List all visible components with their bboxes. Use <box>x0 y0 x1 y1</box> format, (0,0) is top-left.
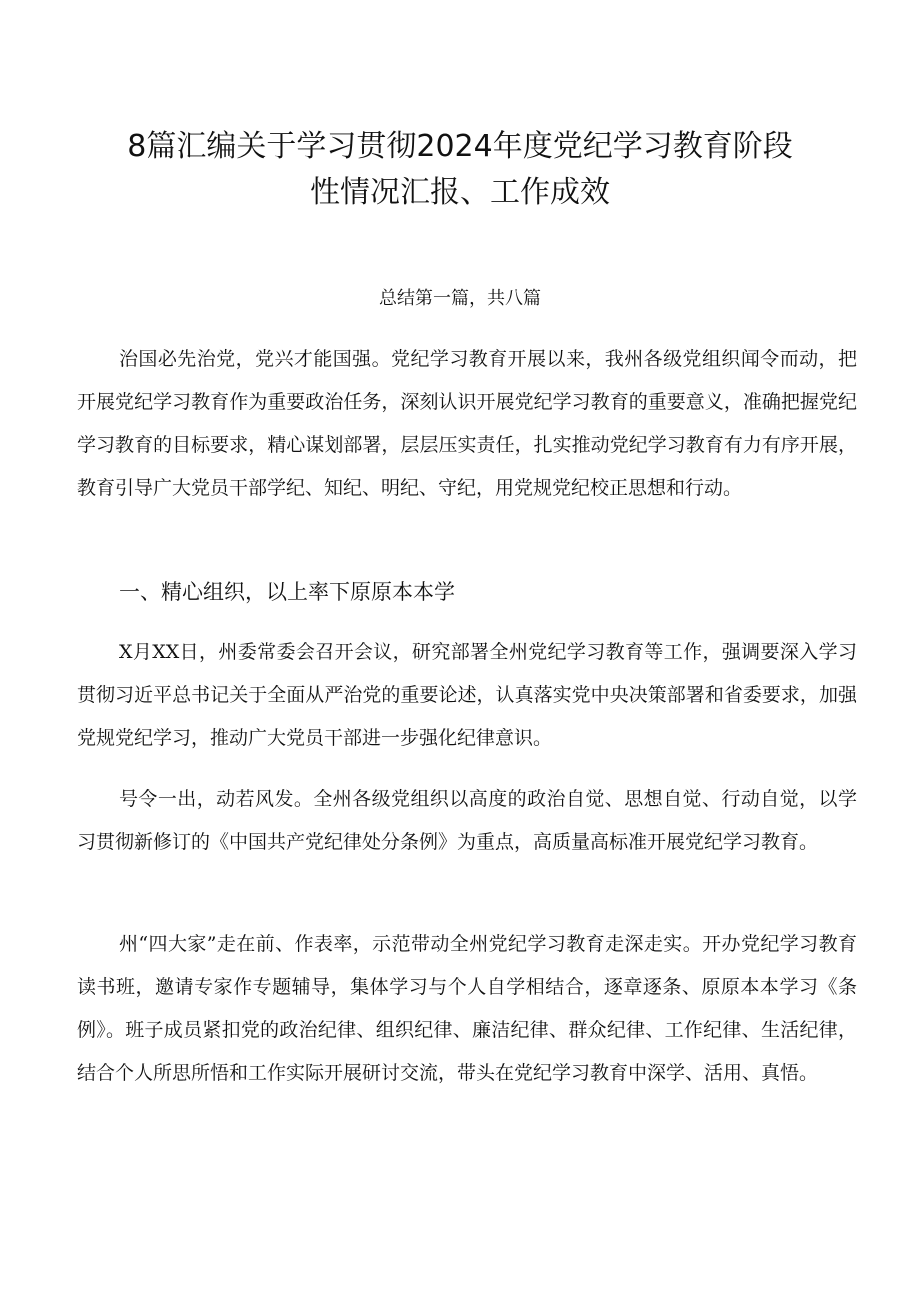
paragraph-response: 号令一出，动若风发。全州各级党组织以高度的政治自觉、思想自觉、行动自觉，以学习贯彻新修订的《中国共产党纪律处分条例》为重点，高质量高标准开展党纪学习教育。 <box>77 788 857 853</box>
document-subtitle: 总结第一篇，共八篇 <box>379 288 541 309</box>
document-title-line1: 8篇汇编关于学习贯彻2024年度党纪学习教育阶段 <box>127 129 793 164</box>
paragraph-meeting: X月XX日，州委常委会召开会议，研究部署全州党纪学习教育等工作，强调要深入学习贯彻习近平总书记关于全面从严治党的重要论述，认真落实党中央决策部署和省委要求，加强党规党纪学习，推动广大党员干部进一步强化纪律意识。 <box>77 641 857 749</box>
section-heading-1: 一、精心组织，以上率下原原本本学 <box>119 580 455 604</box>
document-title-line2: 性情况汇报、工作成效 <box>310 175 610 210</box>
paragraph-leadership: 州“四大家”走在前、作表率，示范带动全州党纪学习教育走深走实。开办党纪学习教育读书班，邀请专家作专题辅导，集体学习与个人自学相结合，逐章逐条、原原本本学习《条例》。班子成员紧扣党的政治纪律、组织纪律、廉洁纪律、群众纪律、工作纪律、生活纪律，结合个人所思所悟和工作实际开展研讨交流，带头在党纪学习教育中深学、活用、真悟。 <box>77 933 857 1084</box>
paragraph-intro: 治国必先治党，党兴才能国强。党纪学习教育开展以来，我州各级党组织闻令而动，把开展党纪学习教育作为重要政治任务，深刻认识开展党纪学习教育的重要意义，准确把握党纪学习教育的目标要求，精心谋划部署，层层压实责任，扎实推动党纪学习教育有力有序开展，教育引导广大党员干部学纪、知纪、明纪、守纪，用党规党纪校正思想和行动。 <box>77 348 857 499</box>
